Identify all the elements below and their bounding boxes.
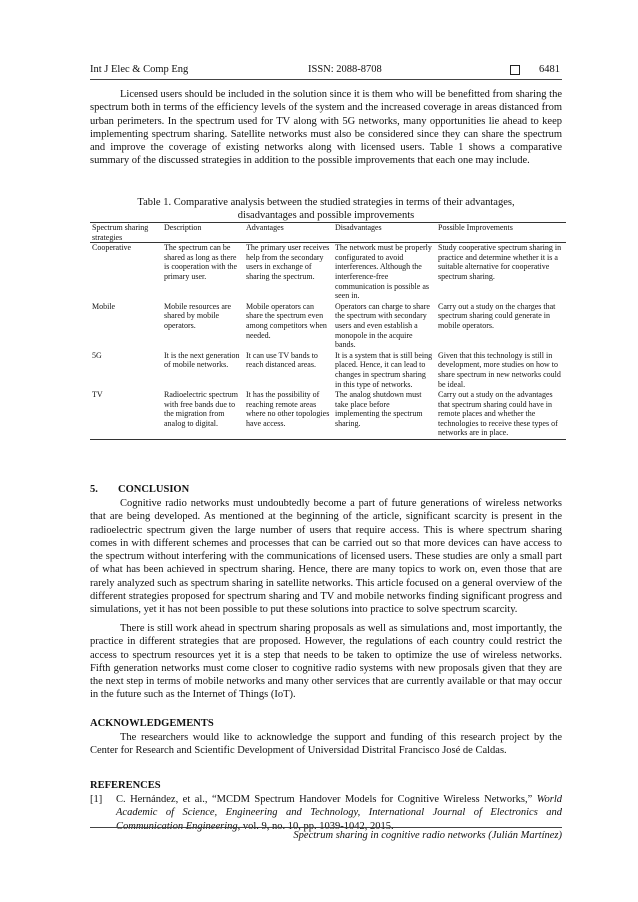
reference-authors-title: C. Hernández, et al., “MCDM Spectrum Handover Models for Cognitive Wireless Networks,”: [116, 794, 537, 805]
table-cell: 5G: [92, 350, 102, 360]
table-cell: Mobile resources are shared by mobile operators.: [164, 301, 232, 330]
table-cell: Carry out a study on the advantages that spectrum sharing could have in remote places and whether the technologies to receive these types of networks are in place.: [436, 390, 566, 439]
conclusion-paragraph-2: There is still work ahead in spectrum sharing proposals as well as simulations and, most importantly, the practice in different strategies that are proposed. However, the regulations of each country could restrict the access to spectrum resources yet it is a step that needs to be taken to optimize the use of wireless networks. Fifth generation networks must come closer to cognitive radio systems with new proposals given that they are the next step in terms of mobile networks and many other services that are currently available or that may occur in the future such as the Internet of Things (IoT).: [90, 623, 562, 701]
reference-number: [1]: [90, 794, 103, 805]
table-cell: Given that this technology is still in development, more studies on how to share spectrum in new networks could be ideal.: [438, 350, 561, 389]
table-cell: The analog shutdown must take place before implementing the spectrum sharing.: [333, 390, 436, 439]
table-cell: Radioelectric spectrum with free bands due to the migration from analog to digital.: [162, 390, 244, 439]
reference-details: , vol. 9, no. 10, pp. 1039-1042, 2015.: [237, 820, 394, 832]
section-title: CONCLUSION: [118, 484, 190, 495]
table-header-row: [90, 223, 566, 243]
col-header-advantages: Advantages: [244, 223, 333, 243]
table-row: [90, 351, 566, 390]
running-header: [90, 64, 560, 78]
table-cell: The spectrum can be shared as long as there is cooperation with the primary user.: [164, 243, 238, 281]
table-caption: [100, 196, 552, 222]
table-cell: It can use TV bands to reach distanced areas.: [246, 350, 318, 370]
table-cell: It has the possibility of reaching remote areas where no other topologies have access.: [244, 390, 333, 439]
col-header-description: Description: [162, 223, 244, 243]
section-number: 5.: [90, 484, 98, 495]
table-cell: Study cooperative spectrum sharing in practice and determine whether it is a suitable alternative for cooperative spectrum sharing.: [438, 243, 562, 281]
table-cell: The primary user receives help from the secondary users in exchange of sharing the spectrum.: [246, 243, 330, 281]
intro-paragraph: Licensed users should be included in the solution since it is them who will be benefitted from sharing the spectrum both in terms of the efficiency levels of the system and the increased coverage in areas distanced from urban perimeters. In the spectrum used for TV along with 5G networks, many opportunities lie ahead to keep implementing spectrum sharing. Satellite networks must also be considered since they can share the spectrum and improve the coverage of existing networks along with licensed users. Table 1 shows a comparative summary of the discussed strategies in addition to the possible improvements that each one may include.: [90, 89, 562, 167]
col-header-improvements: Possible Improvements: [436, 223, 566, 243]
table-cell: Mobile: [92, 301, 116, 311]
table-row: [90, 390, 566, 439]
table-cell: It is a system that is still being placed. Hence, it can lead to changes in spectrum sharing in this type of networks.: [335, 350, 433, 389]
table-cell: Operators can charge to share the spectrum with secondary users and even establish a monopole in the acquire bands.: [335, 301, 430, 350]
table-row: [90, 302, 566, 351]
table-cell: It is the next generation of mobile networks.: [164, 350, 240, 370]
col-header-strategy: Spectrum sharing strategies: [90, 223, 162, 243]
journal-name: Int J Elec & Comp Eng: [90, 64, 189, 75]
table-row: [90, 243, 566, 302]
table-cell: TV: [90, 390, 162, 439]
comparison-table: [90, 222, 566, 440]
table-cell: The network must be properly configurated to avoid interferences. Although the interference-free communication is possible as seen in.: [335, 243, 432, 301]
table-cell: Mobile operators can share the spectrum even among competitors when needed.: [246, 301, 327, 340]
acknowledgements-text: The researchers would like to acknowledge the support and funding of this research project by the Center for Research and Scientific Development of Universidad Distrital Francisco José de Caldas.: [90, 732, 562, 757]
table-caption-line2: disadvantages and possible improvements: [237, 210, 415, 221]
header-rule: [90, 79, 562, 80]
footer-rule: [90, 827, 562, 828]
page-number: 6481: [539, 64, 560, 75]
references-heading: REFERENCES: [90, 780, 161, 791]
issn: ISSN: 2088-8708: [308, 64, 382, 75]
running-footer: Spectrum sharing in cognitive radio networks (Julián Martínez): [293, 830, 562, 841]
acknowledgements-heading: ACKNOWLEDGEMENTS: [90, 718, 214, 729]
checkbox-square-icon: [510, 65, 520, 75]
table-caption-line1: Table 1. Comparative analysis between the studied strategies in terms of their advantages,: [137, 197, 515, 208]
conclusion-paragraph-1: Cognitive radio networks must undoubtedly become a part of future generations of wireless networks that are being developed. As mentioned at the beginning of the article, significant scarcity is present in the radioelectric spectrum given the large number of users that require access. This is where spectrum sharing comes in with different schemes and processes that can be carried out so that more devices can have access to the spectrum without interfering with the communications of licensed users. These studies are only a small part of what has been achieved in spectrum sharing. Hence, there are many topics to work on, even those that are rarely analyzed such as spectrum sharing in satellite networks. This article focused on a general overview of the different strategies proposed for spectrum sharing and TV and mobile networks finding significant progress and simulations, yet it has not been possible to put these solutions into practice to solve spectrum scarcity.: [90, 498, 562, 616]
col-header-disadvantages: Disadvantages: [333, 223, 436, 243]
section-heading-conclusion: [90, 484, 189, 495]
table-cell: Cooperative: [92, 243, 132, 253]
table-cell: Carry out a study on the charges that spectrum sharing could generate in mobile operators.: [438, 301, 556, 330]
reference-venue: World Academic of Science, Engineering and Technology, International Journal of Electronics and Communication Engineering: [116, 794, 562, 832]
